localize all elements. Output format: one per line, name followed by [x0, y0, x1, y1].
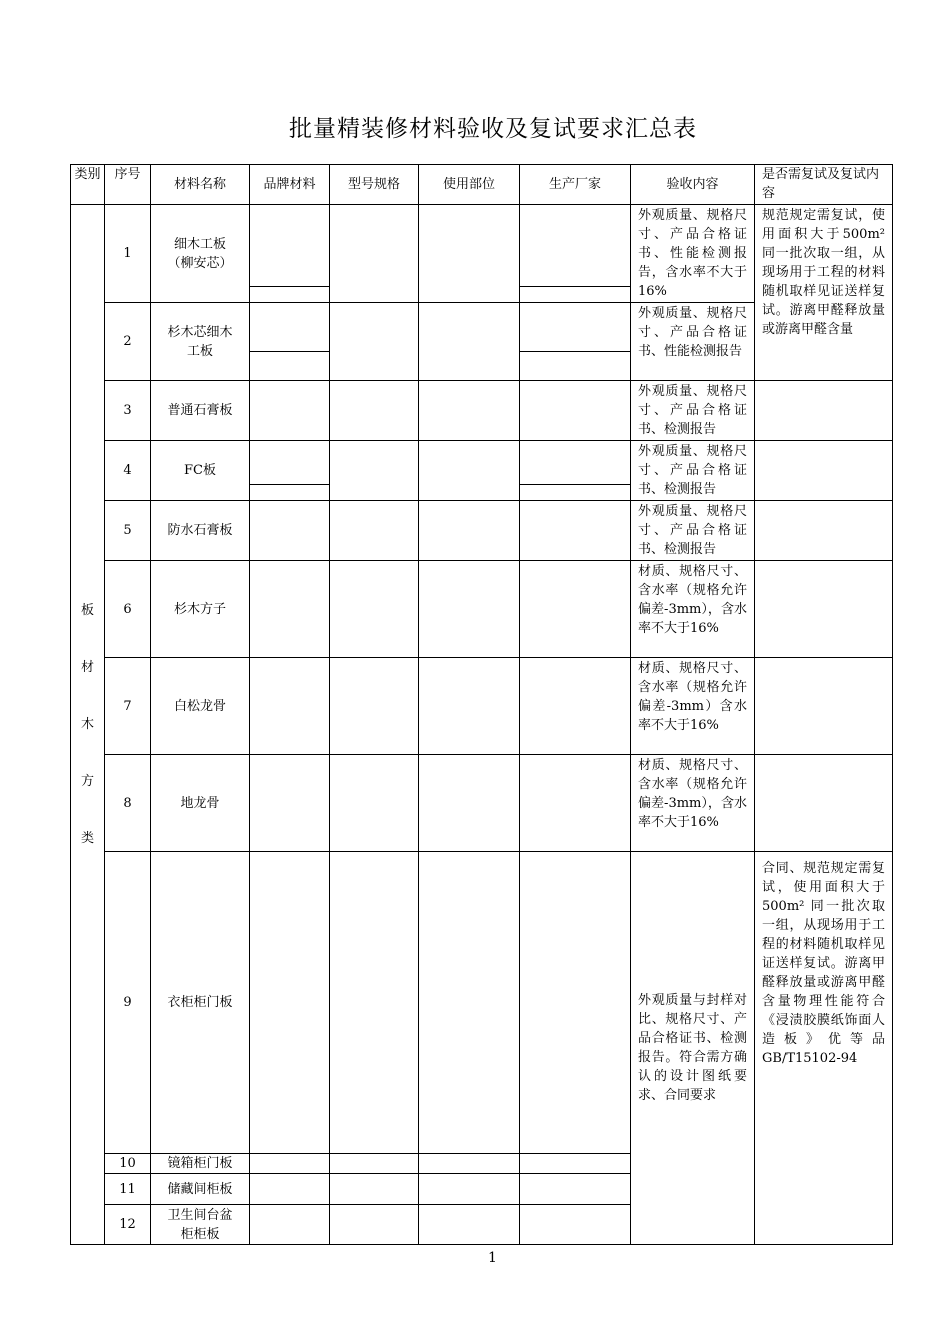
row-maker [520, 501, 631, 561]
row-inspect: 外观质量、规格尺寸、产品合格证书、检测报告 [631, 501, 755, 561]
row-no: 7 [105, 658, 151, 755]
row-maker [520, 755, 631, 852]
row-brand [250, 381, 330, 441]
header-category: 类别 [71, 165, 105, 205]
row-model [330, 1154, 419, 1174]
table-row [71, 852, 893, 1154]
row-maker [520, 1154, 631, 1174]
header-location: 使用部位 [419, 165, 520, 205]
row-name: 细木工板（柳安芯） [151, 205, 250, 303]
row-location [419, 1205, 520, 1245]
table-row [71, 561, 893, 658]
row-location [419, 441, 520, 501]
category-label [71, 582, 104, 867]
row-maker [520, 205, 631, 303]
row-location [419, 561, 520, 658]
row-model [330, 561, 419, 658]
row-no: 1 [105, 205, 151, 303]
row-inspect: 材质、规格尺寸、含水率（规格允许偏差-3mm）含水率不大于16% [631, 658, 755, 755]
row-brand [250, 658, 330, 755]
header-maker: 生产厂家 [520, 165, 631, 205]
table-row [71, 381, 893, 441]
row-name: 地龙骨 [151, 755, 250, 852]
row-location [419, 755, 520, 852]
header-retest: 是否需复试及复试内容 [755, 165, 893, 205]
row-location [419, 381, 520, 441]
header-name: 材料名称 [151, 165, 250, 205]
row-maker [520, 441, 631, 501]
row-location [419, 205, 520, 303]
row-model [330, 381, 419, 441]
category-char: 方 [80, 774, 94, 789]
table-row [71, 755, 893, 852]
row-maker [520, 303, 631, 381]
header-model: 型号规格 [330, 165, 419, 205]
row-inspect: 外观质量、规格尺寸、产品合格证书、检测报告 [631, 381, 755, 441]
row-model [330, 658, 419, 755]
row-brand [250, 755, 330, 852]
page-number: 1 [488, 1250, 497, 1266]
row-model [330, 501, 419, 561]
row-model [330, 1205, 419, 1245]
row-no: 11 [105, 1174, 151, 1205]
row-brand [250, 1154, 330, 1174]
row-inspect: 外观质量、规格尺寸、产品合格证书、检测报告 [631, 441, 755, 501]
row-no: 10 [105, 1154, 151, 1174]
row-maker [520, 1205, 631, 1245]
row-model [330, 441, 419, 501]
row-name: 卫生间台盆柜柜板 [151, 1205, 250, 1245]
row-no: 4 [105, 441, 151, 501]
header-no: 序号 [105, 165, 151, 205]
row-maker [520, 852, 631, 1154]
header-inspect: 验收内容 [631, 165, 755, 205]
row-model [330, 1174, 419, 1205]
row-name: 储藏间柜板 [151, 1174, 250, 1205]
row-name: 杉木芯细木工板 [151, 303, 250, 381]
row-no: 5 [105, 501, 151, 561]
row-model [330, 205, 419, 303]
row-retest [755, 501, 893, 561]
table-row [71, 658, 893, 755]
category-cell [71, 205, 105, 1245]
row-location [419, 1174, 520, 1205]
row-no: 9 [105, 852, 151, 1154]
row-name: 普通石膏板 [151, 381, 250, 441]
category-char: 木 [80, 717, 94, 732]
category-char: 类 [80, 831, 94, 846]
row-brand [250, 303, 330, 381]
row-maker [520, 561, 631, 658]
row-brand [250, 852, 330, 1154]
row-location [419, 658, 520, 755]
document-title: 批量精装修材料验收及复试要求汇总表 [289, 116, 697, 142]
category-char: 材 [80, 660, 94, 675]
row-brand [250, 561, 330, 658]
row-model [330, 303, 419, 381]
row-name: 白松龙骨 [151, 658, 250, 755]
row-retest [755, 441, 893, 501]
row-maker [520, 1174, 631, 1205]
row-retest [755, 381, 893, 441]
row-no: 12 [105, 1205, 151, 1245]
row-no: 3 [105, 381, 151, 441]
row-location [419, 303, 520, 381]
row-model [330, 755, 419, 852]
row-name: 镜箱柜门板 [151, 1154, 250, 1174]
row-model [330, 852, 419, 1154]
row-no: 6 [105, 561, 151, 658]
row-brand [250, 1174, 330, 1205]
row-retest: 规范规定需复试，使用面积大于500m² 同一批次取一组，从现场用于工程的材料随机取样见证送样复试。游离甲醛释放量或游离甲醛含量 [755, 205, 893, 381]
row-maker [520, 658, 631, 755]
row-retest [755, 561, 893, 658]
row-retest: 合同、规范规定需复试，使用面积大于 500m² 同一批次取一组，从现场用于工程的材料随机取样见证送样复试。游离甲醛释放量或游离甲醛含量物理性能符合《浸渍胶膜纸饰面人造板》优等品GB/T15102-94 [755, 852, 893, 1245]
row-location [419, 501, 520, 561]
header-brand: 品牌材料 [250, 165, 330, 205]
materials-table [70, 164, 893, 1245]
row-brand [250, 1205, 330, 1245]
header-row [71, 165, 893, 205]
row-no: 8 [105, 755, 151, 852]
row-inspect: 外观质量、规格尺寸、产品合格证书、性能检测报告 [631, 303, 755, 381]
row-name: 防水石膏板 [151, 501, 250, 561]
table-row [71, 205, 893, 303]
row-retest [755, 658, 893, 755]
row-maker [520, 381, 631, 441]
row-location [419, 852, 520, 1154]
row-inspect: 外观质量与封样对比、规格尺寸、产品合格证书、检测报告。符合需方确认的设计图纸要求、合同要求 [631, 852, 755, 1245]
row-brand [250, 501, 330, 561]
table-row [71, 441, 893, 501]
row-name: 衣柜柜门板 [151, 852, 250, 1154]
row-inspect: 材质、规格尺寸、含水率（规格允许偏差-3mm），含水率不大于16% [631, 561, 755, 658]
row-no: 2 [105, 303, 151, 381]
row-retest [755, 755, 893, 852]
row-name: 杉木方子 [151, 561, 250, 658]
row-inspect: 材质、规格尺寸、含水率（规格允许偏差-3mm），含水率不大于16% [631, 755, 755, 852]
table-row [71, 501, 893, 561]
category-char: 板 [80, 603, 94, 618]
row-location [419, 1154, 520, 1174]
row-inspect: 外观质量、规格尺寸、产品合格证书、性能检测报告，含水率不大于16% [631, 205, 755, 303]
row-brand [250, 205, 330, 303]
row-name: FC板 [151, 441, 250, 501]
row-brand [250, 441, 330, 501]
